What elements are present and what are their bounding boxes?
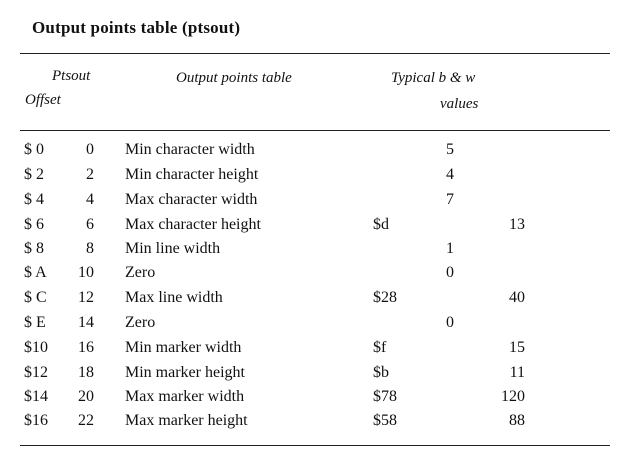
hex-offset: $ C <box>24 289 47 306</box>
table-row <box>0 264 636 288</box>
table-row <box>0 216 636 240</box>
decimal-value: 120 <box>501 388 525 405</box>
decimal-value: 40 <box>509 289 525 306</box>
table-row <box>0 191 636 215</box>
top-rule <box>20 53 610 54</box>
decimal-offset: 6 <box>86 216 94 233</box>
hex-offset: $ 8 <box>24 240 44 257</box>
decimal-offset: 12 <box>78 289 94 306</box>
output-point-name: Min marker width <box>125 339 242 356</box>
output-point-name: Min line width <box>125 240 221 257</box>
decimal-offset: 0 <box>86 141 94 158</box>
hex-value: $d <box>373 216 389 233</box>
table-row <box>0 388 636 412</box>
output-point-name: Zero <box>125 314 156 331</box>
hex-value: $78 <box>373 388 397 405</box>
output-point-name: Max character height <box>125 216 261 233</box>
table-row <box>0 339 636 363</box>
hex-offset: $ 6 <box>24 216 44 233</box>
typical-value: 1 <box>446 240 454 257</box>
output-point-name: Max line width <box>125 289 223 306</box>
hex-offset: $ 4 <box>24 191 44 208</box>
hex-value: $f <box>373 339 387 356</box>
decimal-value: 15 <box>509 339 525 356</box>
hex-offset: $ E <box>24 314 46 331</box>
hex-offset: $12 <box>24 364 48 381</box>
hex-offset: $ 2 <box>24 166 44 183</box>
typical-values-header-line-2: values <box>440 96 479 112</box>
decimal-offset: 10 <box>78 264 94 281</box>
typical-values-header-line-1: Typical b & w <box>391 70 476 86</box>
decimal-offset: 16 <box>78 339 94 356</box>
table-row <box>0 240 636 264</box>
decimal-offset: 14 <box>78 314 94 331</box>
table-row <box>0 166 636 190</box>
table-row <box>0 289 636 313</box>
hex-value: $58 <box>373 412 397 429</box>
output-point-name: Max marker width <box>125 388 245 405</box>
decimal-offset: 18 <box>78 364 94 381</box>
decimal-offset: 8 <box>86 240 94 257</box>
bottom-rule <box>20 445 610 446</box>
output-point-name: Max character width <box>125 191 258 208</box>
document-title: Output points table (ptsout) <box>32 18 241 37</box>
table-row <box>0 141 636 165</box>
typical-value: 7 <box>446 191 454 208</box>
decimal-value: 88 <box>509 412 525 429</box>
hex-offset: $16 <box>24 412 48 429</box>
typical-value: 0 <box>446 264 454 281</box>
hex-offset: $ 0 <box>24 141 44 158</box>
decimal-offset: 4 <box>86 191 94 208</box>
output-point-name: Min character width <box>125 141 255 158</box>
ptsout-offset-header-line-2: Offset <box>25 92 61 108</box>
output-points-table-header: Output points table <box>176 70 292 86</box>
table-row <box>0 412 636 436</box>
table-row <box>0 364 636 388</box>
typical-value: 0 <box>446 314 454 331</box>
hex-value: $28 <box>373 289 397 306</box>
hex-offset: $14 <box>24 388 48 405</box>
decimal-value: 11 <box>509 364 525 381</box>
output-point-name: Min marker height <box>125 364 245 381</box>
header-rule <box>20 130 610 131</box>
decimal-offset: 20 <box>78 388 94 405</box>
typical-value: 4 <box>446 166 454 183</box>
decimal-value: 13 <box>509 216 525 233</box>
hex-offset: $ A <box>24 264 47 281</box>
output-point-name: Min character height <box>125 166 259 183</box>
ptsout-offset-header-line-1: Ptsout <box>52 68 91 84</box>
typical-value: 5 <box>446 141 454 158</box>
table-row <box>0 314 636 338</box>
hex-offset: $10 <box>24 339 48 356</box>
decimal-offset: 2 <box>86 166 94 183</box>
decimal-offset: 22 <box>78 412 94 429</box>
hex-value: $b <box>373 364 389 381</box>
output-point-name: Max marker height <box>125 412 248 429</box>
output-point-name: Zero <box>125 264 156 281</box>
